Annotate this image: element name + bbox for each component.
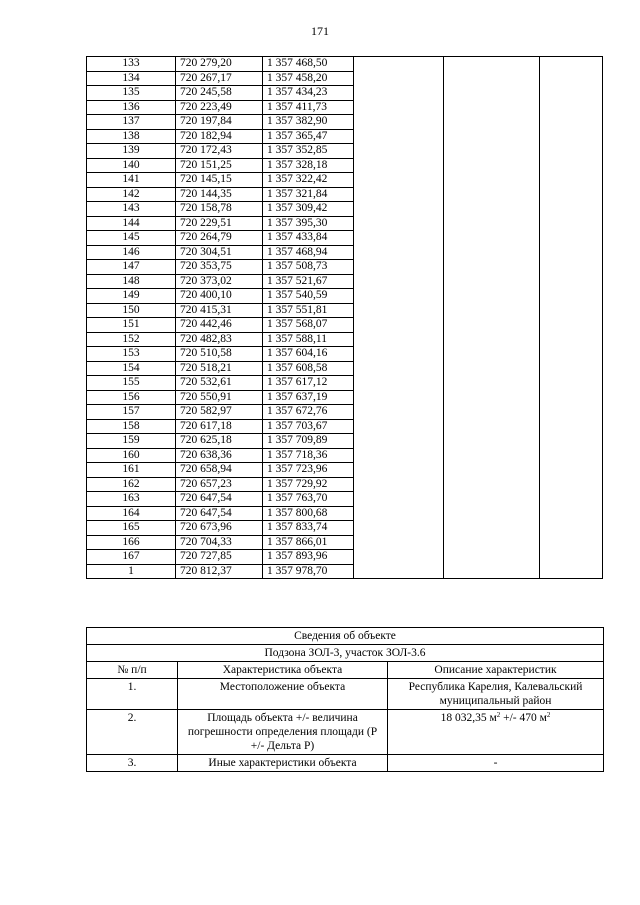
point-number: 145 bbox=[87, 231, 176, 246]
point-number: 160 bbox=[87, 448, 176, 463]
point-number: 156 bbox=[87, 390, 176, 405]
x-coordinate: 720 442,46 bbox=[176, 318, 263, 333]
y-coordinate: 1 357 723,96 bbox=[263, 463, 354, 478]
y-coordinate: 1 357 521,67 bbox=[263, 274, 354, 289]
point-number: 140 bbox=[87, 158, 176, 173]
point-number: 152 bbox=[87, 332, 176, 347]
x-coordinate: 720 158,78 bbox=[176, 202, 263, 217]
point-number: 163 bbox=[87, 492, 176, 507]
y-coordinate: 1 357 468,94 bbox=[263, 245, 354, 260]
x-coordinate: 720 264,79 bbox=[176, 231, 263, 246]
y-coordinate: 1 357 608,58 bbox=[263, 361, 354, 376]
row-characteristic: Местоположение объекта bbox=[178, 679, 388, 710]
row-description: Республика Карелия, Калевальский муниципальный район bbox=[388, 679, 604, 710]
info-row-area bbox=[87, 710, 604, 755]
row-characteristic: Площадь объекта +/- величина погрешности определения площади (Р +/- Дельта Р) bbox=[178, 710, 388, 755]
row-characteristic: Иные характеристики объекта bbox=[178, 755, 388, 772]
area-error-value: +/- 470 м bbox=[500, 712, 547, 724]
point-number: 146 bbox=[87, 245, 176, 260]
y-coordinate: 1 357 322,42 bbox=[263, 173, 354, 188]
header-characteristic: Характеристика объекта bbox=[178, 662, 388, 679]
point-number: 157 bbox=[87, 405, 176, 420]
y-coordinate: 1 357 604,16 bbox=[263, 347, 354, 362]
x-coordinate: 720 144,35 bbox=[176, 187, 263, 202]
y-coordinate: 1 357 800,68 bbox=[263, 506, 354, 521]
point-number: 162 bbox=[87, 477, 176, 492]
y-coordinate: 1 357 893,96 bbox=[263, 550, 354, 565]
x-coordinate: 720 145,15 bbox=[176, 173, 263, 188]
point-number: 1 bbox=[87, 564, 176, 579]
y-coordinate: 1 357 508,73 bbox=[263, 260, 354, 275]
y-coordinate: 1 357 637,19 bbox=[263, 390, 354, 405]
point-number: 147 bbox=[87, 260, 176, 275]
point-number: 133 bbox=[87, 57, 176, 72]
page-number: 171 bbox=[311, 24, 329, 38]
point-number: 167 bbox=[87, 550, 176, 565]
info-row-location bbox=[87, 679, 604, 710]
point-number: 154 bbox=[87, 361, 176, 376]
point-number: 161 bbox=[87, 463, 176, 478]
x-coordinate: 720 550,91 bbox=[176, 390, 263, 405]
x-coordinate: 720 617,18 bbox=[176, 419, 263, 434]
point-number: 150 bbox=[87, 303, 176, 318]
y-coordinate: 1 357 434,23 bbox=[263, 86, 354, 101]
y-coordinate: 1 357 568,07 bbox=[263, 318, 354, 333]
point-number: 143 bbox=[87, 202, 176, 217]
point-number: 135 bbox=[87, 86, 176, 101]
x-coordinate: 720 812,37 bbox=[176, 564, 263, 579]
y-coordinate: 1 357 395,30 bbox=[263, 216, 354, 231]
empty-cell bbox=[354, 57, 444, 579]
y-coordinate: 1 357 328,18 bbox=[263, 158, 354, 173]
coordinates-table bbox=[86, 56, 603, 579]
x-coordinate: 720 638,36 bbox=[176, 448, 263, 463]
x-coordinate: 720 229,51 bbox=[176, 216, 263, 231]
area-unit-exponent: 2 bbox=[496, 711, 501, 719]
point-number: 164 bbox=[87, 506, 176, 521]
x-coordinate: 720 658,94 bbox=[176, 463, 263, 478]
coordinate-row bbox=[87, 57, 603, 72]
point-number: 151 bbox=[87, 318, 176, 333]
row-description: - bbox=[388, 755, 604, 772]
y-coordinate: 1 357 309,42 bbox=[263, 202, 354, 217]
y-coordinate: 1 357 833,74 bbox=[263, 521, 354, 536]
point-number: 153 bbox=[87, 347, 176, 362]
row-number: 1. bbox=[87, 679, 178, 710]
x-coordinate: 720 532,61 bbox=[176, 376, 263, 391]
x-coordinate: 720 151,25 bbox=[176, 158, 263, 173]
x-coordinate: 720 245,58 bbox=[176, 86, 263, 101]
point-number: 141 bbox=[87, 173, 176, 188]
x-coordinate: 720 400,10 bbox=[176, 289, 263, 304]
point-number: 142 bbox=[87, 187, 176, 202]
y-coordinate: 1 357 411,73 bbox=[263, 100, 354, 115]
point-number: 136 bbox=[87, 100, 176, 115]
x-coordinate: 720 510,58 bbox=[176, 347, 263, 362]
coordinates-table-body bbox=[87, 57, 603, 579]
point-number: 159 bbox=[87, 434, 176, 449]
point-number: 134 bbox=[87, 71, 176, 86]
y-coordinate: 1 357 458,20 bbox=[263, 71, 354, 86]
x-coordinate: 720 704,33 bbox=[176, 535, 263, 550]
y-coordinate: 1 357 551,81 bbox=[263, 303, 354, 318]
x-coordinate: 720 647,54 bbox=[176, 506, 263, 521]
x-coordinate: 720 625,18 bbox=[176, 434, 263, 449]
x-coordinate: 720 647,54 bbox=[176, 492, 263, 507]
area-value: 18 032,35 м bbox=[440, 712, 497, 724]
y-coordinate: 1 357 729,92 bbox=[263, 477, 354, 492]
row-number: 3. bbox=[87, 755, 178, 772]
info-title-row bbox=[87, 628, 604, 645]
y-coordinate: 1 357 978,70 bbox=[263, 564, 354, 579]
x-coordinate: 720 482,83 bbox=[176, 332, 263, 347]
x-coordinate: 720 182,94 bbox=[176, 129, 263, 144]
x-coordinate: 720 279,20 bbox=[176, 57, 263, 72]
header-description: Описание характеристик bbox=[388, 662, 604, 679]
y-coordinate: 1 357 433,84 bbox=[263, 231, 354, 246]
x-coordinate: 720 673,96 bbox=[176, 521, 263, 536]
x-coordinate: 720 518,21 bbox=[176, 361, 263, 376]
y-coordinate: 1 357 617,12 bbox=[263, 376, 354, 391]
y-coordinate: 1 357 672,76 bbox=[263, 405, 354, 420]
area-error-unit-exponent: 2 bbox=[546, 711, 551, 719]
point-number: 155 bbox=[87, 376, 176, 391]
y-coordinate: 1 357 703,67 bbox=[263, 419, 354, 434]
empty-cell bbox=[444, 57, 540, 579]
point-number: 149 bbox=[87, 289, 176, 304]
x-coordinate: 720 304,51 bbox=[176, 245, 263, 260]
point-number: 138 bbox=[87, 129, 176, 144]
y-coordinate: 1 357 763,70 bbox=[263, 492, 354, 507]
x-coordinate: 720 415,31 bbox=[176, 303, 263, 318]
x-coordinate: 720 582,97 bbox=[176, 405, 263, 420]
y-coordinate: 1 357 866,01 bbox=[263, 535, 354, 550]
info-header-row bbox=[87, 662, 604, 679]
point-number: 165 bbox=[87, 521, 176, 536]
y-coordinate: 1 357 321,84 bbox=[263, 187, 354, 202]
info-title: Сведения об объекте bbox=[87, 628, 604, 645]
point-number: 139 bbox=[87, 144, 176, 159]
x-coordinate: 720 373,02 bbox=[176, 274, 263, 289]
info-subtitle: Подзона ЗОЛ-3, участок ЗОЛ-3.6 bbox=[87, 645, 604, 662]
y-coordinate: 1 357 540,59 bbox=[263, 289, 354, 304]
info-subtitle-row bbox=[87, 645, 604, 662]
empty-cell bbox=[540, 57, 603, 579]
row-number: 2. bbox=[87, 710, 178, 755]
x-coordinate: 720 223,49 bbox=[176, 100, 263, 115]
object-info-table bbox=[86, 627, 604, 772]
x-coordinate: 720 353,75 bbox=[176, 260, 263, 275]
y-coordinate: 1 357 365,47 bbox=[263, 129, 354, 144]
point-number: 148 bbox=[87, 274, 176, 289]
y-coordinate: 1 357 352,85 bbox=[263, 144, 354, 159]
info-row-other bbox=[87, 755, 604, 772]
header-number: № п/п bbox=[87, 662, 178, 679]
y-coordinate: 1 357 468,50 bbox=[263, 57, 354, 72]
y-coordinate: 1 357 382,90 bbox=[263, 115, 354, 130]
y-coordinate: 1 357 718,36 bbox=[263, 448, 354, 463]
x-coordinate: 720 267,17 bbox=[176, 71, 263, 86]
x-coordinate: 720 727,85 bbox=[176, 550, 263, 565]
y-coordinate: 1 357 588,11 bbox=[263, 332, 354, 347]
point-number: 158 bbox=[87, 419, 176, 434]
point-number: 137 bbox=[87, 115, 176, 130]
point-number: 166 bbox=[87, 535, 176, 550]
x-coordinate: 720 197,84 bbox=[176, 115, 263, 130]
x-coordinate: 720 172,43 bbox=[176, 144, 263, 159]
x-coordinate: 720 657,23 bbox=[176, 477, 263, 492]
row-description bbox=[388, 710, 604, 755]
point-number: 144 bbox=[87, 216, 176, 231]
y-coordinate: 1 357 709,89 bbox=[263, 434, 354, 449]
